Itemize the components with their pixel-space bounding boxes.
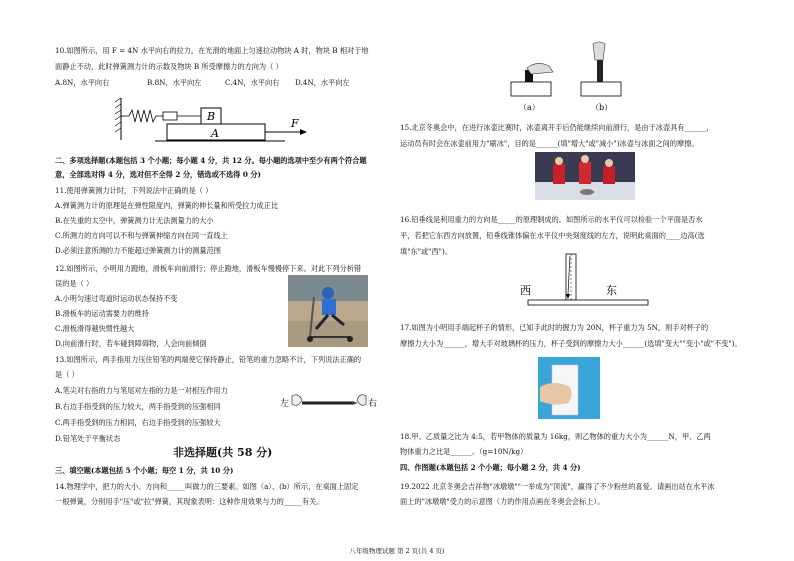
q11-option-b: B.在失重的太空中，弹簧测力计无法测量力的大小 xyxy=(55,216,214,225)
q14-line2: 一根弹簧，分别用手"压"或"拉"弹簧，其现象表明：这种作用效果与力的_____有关。 xyxy=(55,497,324,506)
q17-line1: 17.如图为小明用手端起杯子的情形，已知手此时的握力为 20N，杯子重力为 5N，则手对杯子的 xyxy=(400,323,709,332)
q18-line1: 18.甲、乙质量之比为 4:5，若甲物体的质量为 16kg，则乙物体的重力大小为______N，甲、乙两 xyxy=(400,432,711,441)
section2-heading-line1: 二、多项选择题(本题包括 3 个小题；每小题 4 分，共 12 分。每小题的选项中至少有两个符合题 xyxy=(55,156,367,165)
block-b-label: B xyxy=(207,110,216,123)
q16-line2: 平，若把它东西方向放置，铅垂线锥体偏在水平仪中央刻度线的左方，说明此桌面的____边高(选 xyxy=(400,231,705,240)
q16-line1: 16.铅垂线是利用重力的方向是_____的原理制成的。如图所示的水平仪可以检验一个平面是否水 xyxy=(400,215,703,224)
pencil-fingers-figure xyxy=(280,388,380,418)
q18-line2: 物体重力之比是______。（g=10N/kg） xyxy=(400,447,528,456)
west-label: 西 xyxy=(520,284,531,297)
east-label: 东 xyxy=(606,284,617,297)
page-footer: 八年级物理试题 第 2 页(共 4 页) xyxy=(349,547,445,555)
q10-line2: 面静止不动，此时弹簧测力计的示数及物块 B 所受摩擦力的方向为（ ） xyxy=(55,62,283,71)
spring-press-pull-figure xyxy=(505,40,635,112)
q13-option-b: B.右边手指受到的压力较大，两手指受到的压强相同 xyxy=(55,402,221,411)
q13-option-d: D.铅笔处于平衡状态 xyxy=(55,434,121,443)
q13-option-c: C.两手指受到的压力相同，右边手指受到的压强较大 xyxy=(55,418,221,427)
curling-photo xyxy=(535,152,635,200)
q13-line2: 是（ ） xyxy=(55,370,79,379)
q19-line2: 面上的"冰墩墩"受力的示意图（力的作用点画在冬奥会会标上）。 xyxy=(400,497,605,506)
left-label: 左 xyxy=(280,399,290,409)
section4-heading: 四、作图题(本题包括 2 个小题；每小题 2 分，共 4 分) xyxy=(400,463,581,472)
q12-option-a: A.小明匀速过弯道时运动状态保持不变 xyxy=(55,294,178,303)
hand-glass-photo xyxy=(538,357,600,419)
q12-option-c: C.滑板滑得越快惯性越大 xyxy=(55,324,135,333)
fig-b-label: （b） xyxy=(591,103,613,112)
q11-stem: 11.使用弹簧测力计时，下列说法中正确的是（ ） xyxy=(55,186,213,195)
q11-option-a: A.弹簧测力计的原理是在弹性限度内，弹簧的伸长量和所受拉力成正比 xyxy=(55,201,279,210)
section3-heading: 三、填空题(本题包括 5 个小题；每空 1 分，共 10 分) xyxy=(55,466,234,475)
q19-line1: 19.2022 北京冬奥会吉祥物"冰墩墩""一举成为"顶流"，赢得了不少粉丝的喜爱。请画出站在水平冰 xyxy=(400,482,715,491)
q15-line1: 15.北京冬奥会中，在进行冰壶比赛时，冰壶离开手后仍能继续向前滑行，是由于冰壶具有______， xyxy=(400,123,714,132)
q10-option-b: B.8N，水平向左 xyxy=(147,78,202,87)
scooter-photo xyxy=(288,275,368,347)
q10-line1: 10.如图所示，用 F = 4N 水平向右的拉力，在光滑的地面上匀速拉动物块 A 时，物块 B 相对于地 xyxy=(55,46,369,55)
q17-line2: 摩擦力大小为______，增大手对玻璃杯的压力，杯子受到的摩擦力大小______(选填"变大""变小"或"不变")。 xyxy=(400,339,742,348)
level-figure xyxy=(520,252,660,308)
q12-line2: 误的是（ ） xyxy=(55,279,94,288)
fig-a-label: （a） xyxy=(519,103,540,112)
q10-option-d: D.4N，水平向左 xyxy=(295,78,350,87)
q12-line1: 12.如图所示，小明用力蹬地，滑板车向前滑行；停止蹬地，滑板车慢慢停下来。对此下列分析错 xyxy=(55,264,362,273)
q14-line1: 14.物理学中，把力的大小、方向和_____叫做力的三要素。如图（a）、(b）所示，在桌面上固定 xyxy=(55,482,359,491)
part2-heading: 非选择题(共 58 分) xyxy=(173,446,273,459)
q15-line2: 运动员有时会在冰壶前用力"刷冰"，目的是______(填"增大"或"减小")冰壶与冰面之间的摩擦。 xyxy=(400,139,699,148)
right-label: 右 xyxy=(368,399,378,409)
q13-option-a: A.笔尖对右指的力与笔尾对左指的力是一对相互作用力 xyxy=(55,386,228,395)
q11-option-d: D.必须注意所测的力不能超过弹簧测力计的测量范围 xyxy=(55,246,221,255)
q10-option-c: C.4N，水平向右 xyxy=(225,78,280,87)
q12-option-d: D.向前滑行时，若车碰到障碍物，人会向前倾倒 xyxy=(55,339,207,348)
q11-option-c: C.所测力的方向可以不和与弹簧伸缩方向在同一直线上 xyxy=(55,231,228,240)
spring-block-figure xyxy=(115,96,315,144)
section2-heading-line2: 意，全部选对得 4 分，选对但不全得 2 分，错选或不选得 0 分) xyxy=(55,170,261,179)
q12-option-b: B.滑板车的运动需要力的维持 xyxy=(55,309,149,318)
q13-line1: 13.如图所示，两手指用力压住铅笔的两端使它保持静止，铅笔的重力忽略不计，下列说法正确的 xyxy=(55,355,362,364)
q16-line3: 填"东"或"西")。 xyxy=(400,247,452,256)
force-f-label: F xyxy=(291,117,299,130)
block-a-label: A xyxy=(211,127,219,140)
q10-option-a: A.8N，水平向右 xyxy=(55,78,110,87)
